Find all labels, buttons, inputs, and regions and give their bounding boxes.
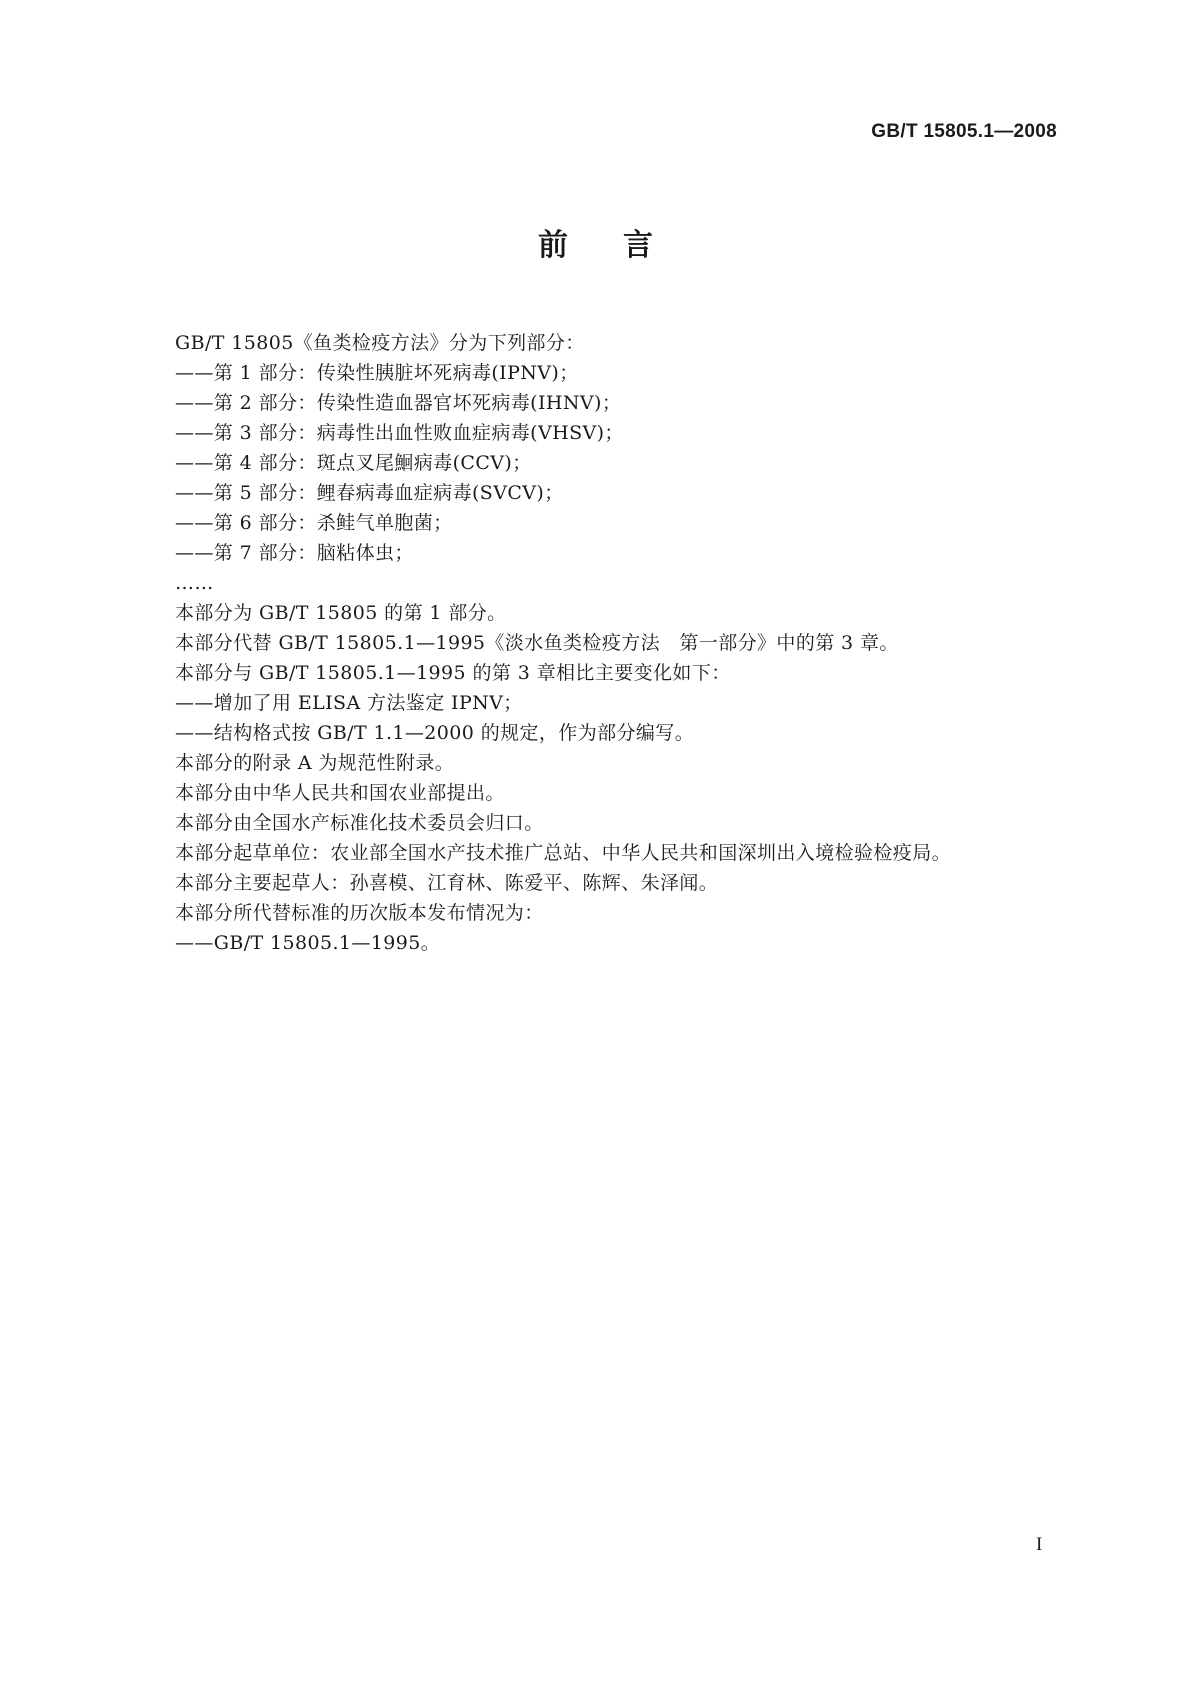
body-line: 本部分主要起草人：孙喜模、江育林、陈爱平、陈辉、朱泽闻。: [175, 872, 719, 894]
foreword-body: [175, 328, 1075, 958]
body-line: 本部分与 GB/T 15805.1—1995 的第 3 章相比主要变化如下：: [175, 662, 731, 684]
list-item: ——第 5 部分：鲤春病毒血症病毒(SVCV)；: [175, 482, 564, 504]
body-line: GB/T 15805《鱼类检疫方法》分为下列部分：: [175, 332, 585, 354]
list-item: ——结构格式按 GB/T 1.1—2000 的规定，作为部分编写。: [175, 722, 695, 744]
ellipsis-line: ……: [175, 572, 214, 594]
list-item: ——第 4 部分：斑点叉尾鮰病毒(CCV)；: [175, 452, 532, 474]
page-title: 前言: [538, 228, 708, 263]
body-line: 本部分由中华人民共和国农业部提出。: [175, 782, 505, 804]
list-item: ——第 2 部分：传染性造血器官坏死病毒(IHNV)；: [175, 392, 622, 414]
list-item: ——增加了用 ELISA 方法鉴定 IPNV；: [175, 692, 523, 714]
page-number: I: [1036, 1534, 1043, 1555]
body-line: 本部分起草单位：农业部全国水产技术推广总站、中华人民共和国深圳出入境检验检疫局。: [175, 842, 952, 864]
list-item: ——第 6 部分：杀鲑气单胞菌；: [175, 512, 453, 534]
body-line: 本部分所代替标准的历次版本发布情况为：: [175, 902, 544, 924]
list-item: ——第 7 部分：脑粘体虫；: [175, 542, 414, 564]
body-line: 本部分的附录 A 为规范性附录。: [175, 752, 455, 774]
list-item: ——第 1 部分：传染性胰脏坏死病毒(IPNV)；: [175, 362, 579, 384]
body-line: 本部分代替 GB/T 15805.1—1995《淡水鱼类检疫方法 第一部分》中的第 3 章。: [175, 632, 899, 654]
list-item: ——GB/T 15805.1—1995。: [175, 932, 441, 954]
standard-code: GB/T 15805.1—2008: [871, 121, 1057, 142]
body-line: 本部分为 GB/T 15805 的第 1 部分。: [175, 602, 507, 624]
body-line: 本部分由全国水产标准化技术委员会归口。: [175, 812, 544, 834]
list-item: ——第 3 部分：病毒性出血性败血症病毒(VHSV)；: [175, 422, 624, 444]
